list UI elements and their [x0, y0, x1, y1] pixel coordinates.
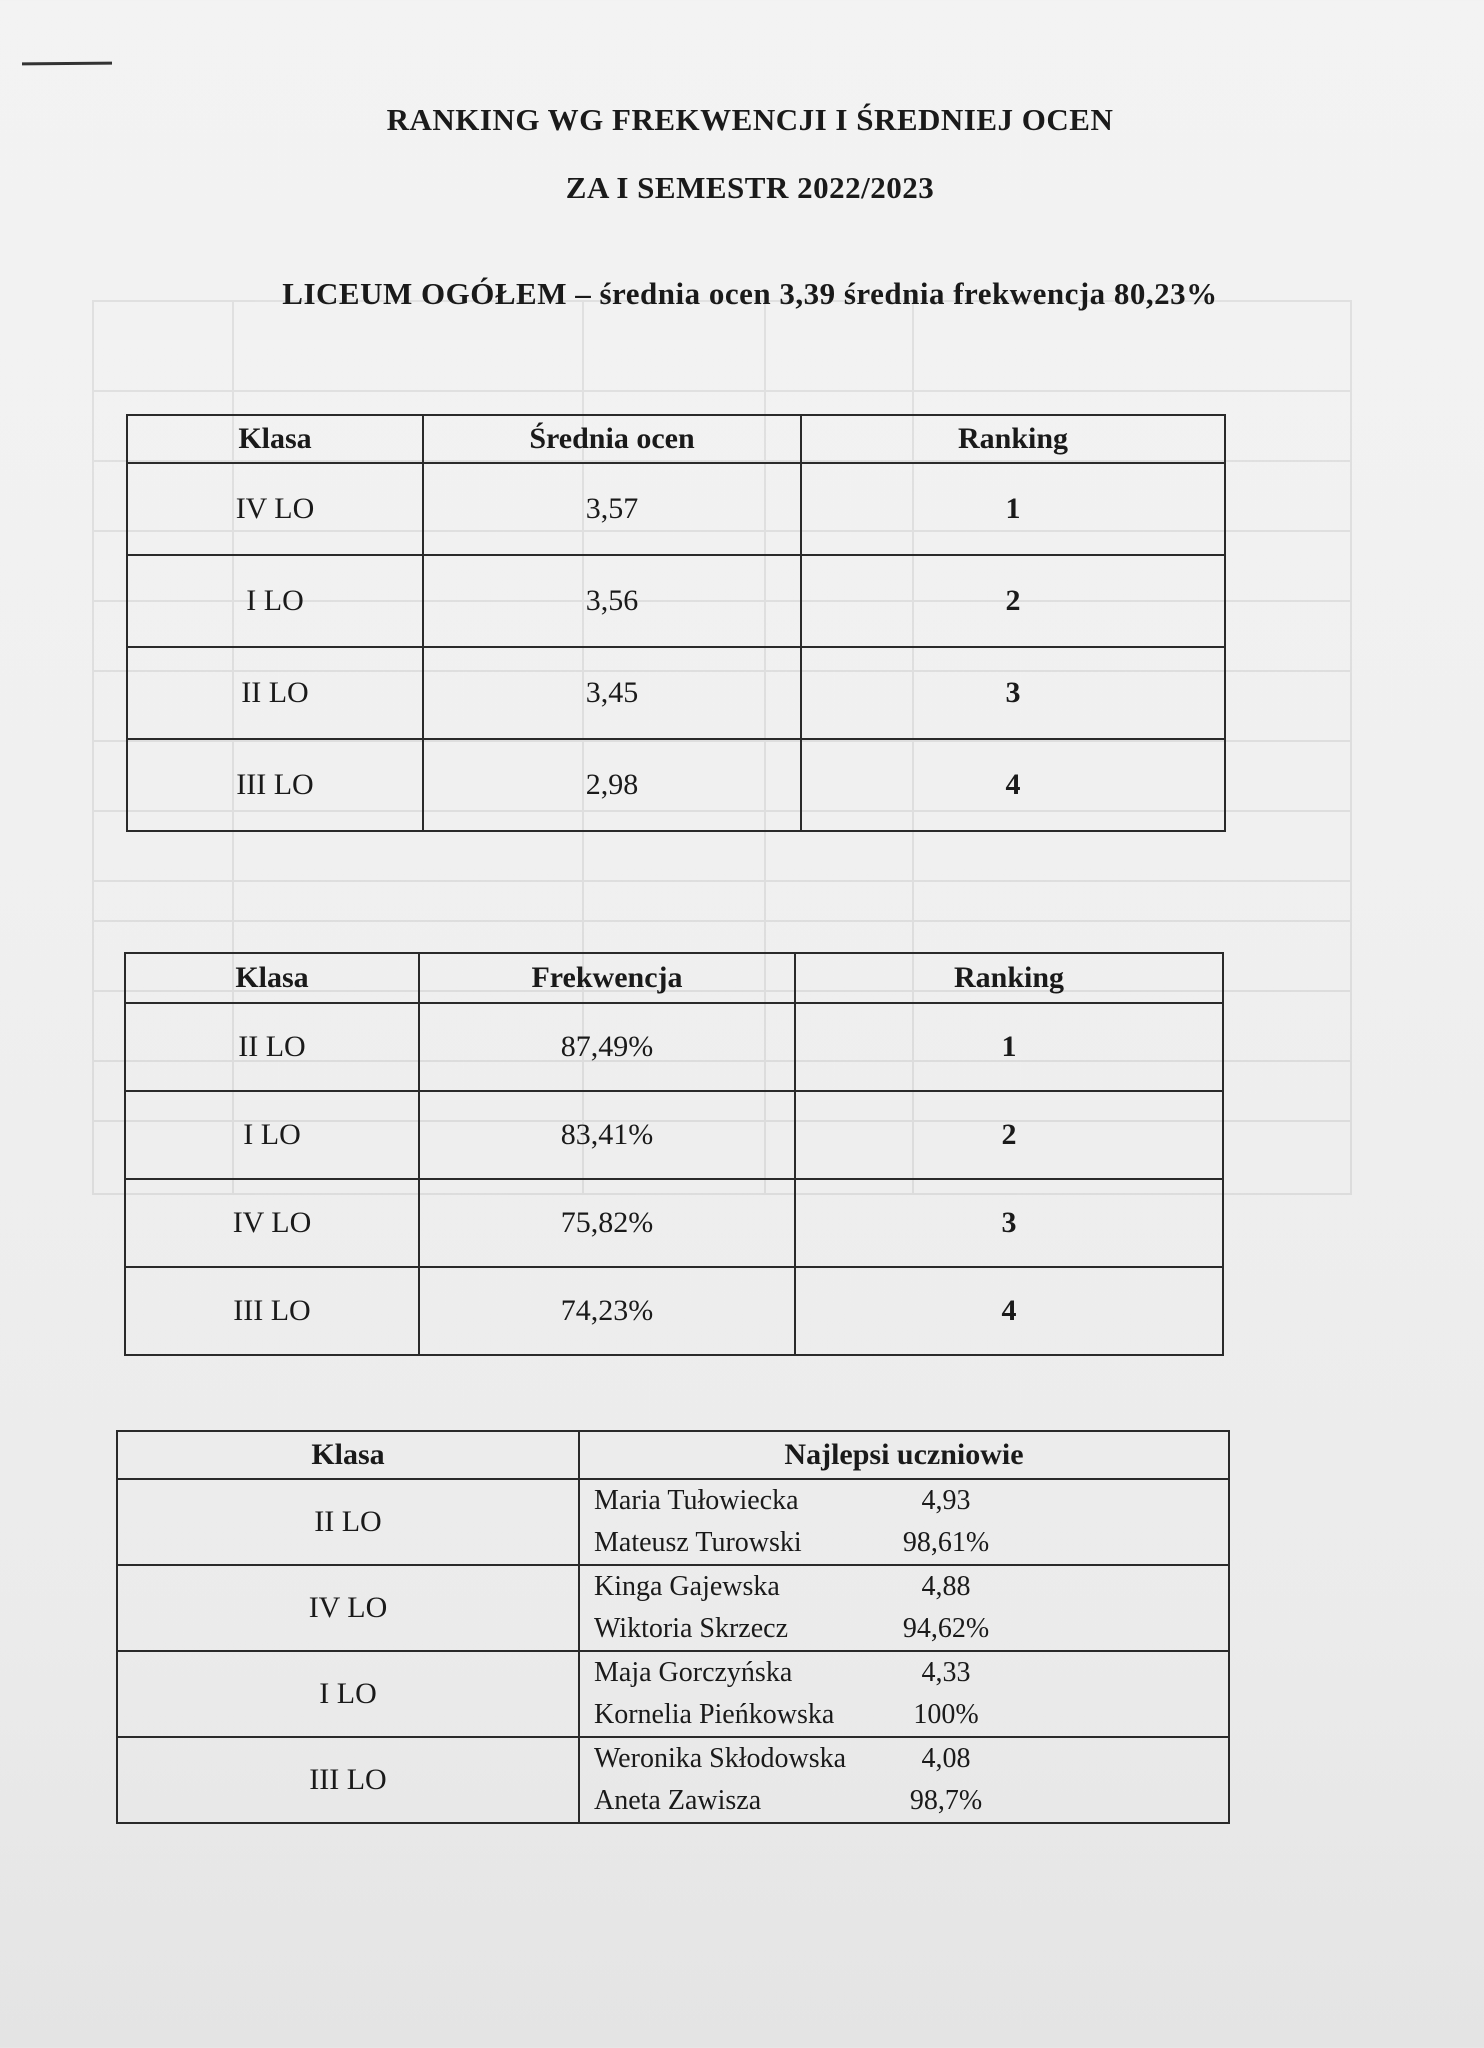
page-subtitle: ZA I SEMESTR 2022/2023	[565, 170, 935, 205]
student-line	[594, 1608, 1228, 1650]
class-cell: I LO	[127, 555, 423, 647]
attendance-cell: 87,49%	[419, 1003, 795, 1091]
class-cell: II LO	[125, 1003, 419, 1091]
student-name: Mateusz Turowski	[594, 1527, 802, 1558]
header-frekwencja: Frekwencja	[419, 953, 795, 1003]
attendance-cell: 74,23%	[419, 1267, 795, 1355]
student-name: Maja Gorczyńska	[594, 1657, 793, 1688]
rank-cell: 1	[795, 1003, 1223, 1091]
class-cell: III LO	[125, 1267, 419, 1355]
table-header-row	[117, 1431, 1229, 1479]
table-row	[117, 1737, 1229, 1823]
class-cell: II LO	[117, 1479, 579, 1565]
student-name: Kornelia Pieńkowska	[594, 1699, 835, 1730]
table-row	[117, 1651, 1229, 1737]
attendance-ranking-table	[124, 952, 1224, 1356]
best-students-table	[116, 1430, 1230, 1824]
header-ranking: Ranking	[801, 415, 1225, 463]
student-line	[594, 1522, 1228, 1564]
rank-cell: 4	[795, 1267, 1223, 1355]
student-value: 94,62%	[902, 1613, 990, 1644]
rank-cell: 2	[795, 1091, 1223, 1179]
class-cell: III LO	[127, 739, 423, 831]
table-header-row	[127, 415, 1225, 463]
header-klasa: Klasa	[127, 415, 423, 463]
rank-cell: 3	[801, 647, 1225, 739]
students-cell	[579, 1565, 1229, 1651]
student-value: 4,08	[921, 1743, 971, 1774]
corner-pen-mark	[22, 62, 112, 66]
table-row	[127, 463, 1225, 555]
rank-cell: 1	[801, 463, 1225, 555]
class-cell: III LO	[117, 1737, 579, 1823]
grade-cell: 3,56	[423, 555, 801, 647]
school-summary: LICEUM OGÓŁEM – średnia ocen 3,39 średnia frekwencja 80,23%	[282, 276, 1218, 311]
class-cell: II LO	[127, 647, 423, 739]
grade-cell: 2,98	[423, 739, 801, 831]
student-value: 4,88	[921, 1571, 971, 1602]
attendance-cell: 75,82%	[419, 1179, 795, 1267]
student-name: Aneta Zawisza	[594, 1785, 762, 1816]
rank-cell: 2	[801, 555, 1225, 647]
table-row	[125, 1179, 1223, 1267]
page-title: RANKING WG FREKWENCJI I ŚREDNIEJ OCEN	[386, 102, 1114, 137]
student-value: 4,33	[921, 1657, 971, 1688]
student-name: Weronika Skłodowska	[594, 1743, 847, 1774]
student-name: Wiktoria Skrzecz	[594, 1613, 789, 1644]
table-row	[127, 647, 1225, 739]
students-cell	[579, 1651, 1229, 1737]
student-line	[594, 1566, 1228, 1608]
table-row	[125, 1267, 1223, 1355]
class-cell: I LO	[117, 1651, 579, 1737]
rank-cell: 4	[801, 739, 1225, 831]
student-value: 98,7%	[909, 1785, 983, 1816]
header-klasa: Klasa	[117, 1431, 579, 1479]
student-name: Kinga Gajewska	[594, 1571, 780, 1602]
table-header-row	[125, 953, 1223, 1003]
table-row	[117, 1565, 1229, 1651]
student-value: 4,93	[921, 1485, 971, 1516]
header-najlepsi-uczniowie: Najlepsi uczniowie	[579, 1431, 1229, 1479]
table-row	[125, 1003, 1223, 1091]
student-line	[594, 1480, 1228, 1522]
table-row	[127, 739, 1225, 831]
student-line	[594, 1694, 1228, 1736]
class-cell: IV LO	[127, 463, 423, 555]
students-cell	[579, 1479, 1229, 1565]
header-srednia-ocen: Średnia ocen	[423, 415, 801, 463]
table-row	[125, 1091, 1223, 1179]
students-cell	[579, 1737, 1229, 1823]
rank-cell: 3	[795, 1179, 1223, 1267]
class-cell: IV LO	[125, 1179, 419, 1267]
student-line	[594, 1738, 1228, 1780]
grade-cell: 3,45	[423, 647, 801, 739]
header-ranking: Ranking	[795, 953, 1223, 1003]
student-name: Maria Tułowiecka	[594, 1485, 799, 1516]
class-cell: I LO	[125, 1091, 419, 1179]
student-value: 100%	[913, 1699, 979, 1730]
table-row	[127, 555, 1225, 647]
student-value: 98,61%	[902, 1527, 990, 1558]
attendance-cell: 83,41%	[419, 1091, 795, 1179]
table-row	[117, 1479, 1229, 1565]
student-line	[594, 1652, 1228, 1694]
grade-cell: 3,57	[423, 463, 801, 555]
student-line	[594, 1780, 1228, 1822]
grades-ranking-table	[126, 414, 1226, 832]
class-cell: IV LO	[117, 1565, 579, 1651]
header-klasa: Klasa	[125, 953, 419, 1003]
